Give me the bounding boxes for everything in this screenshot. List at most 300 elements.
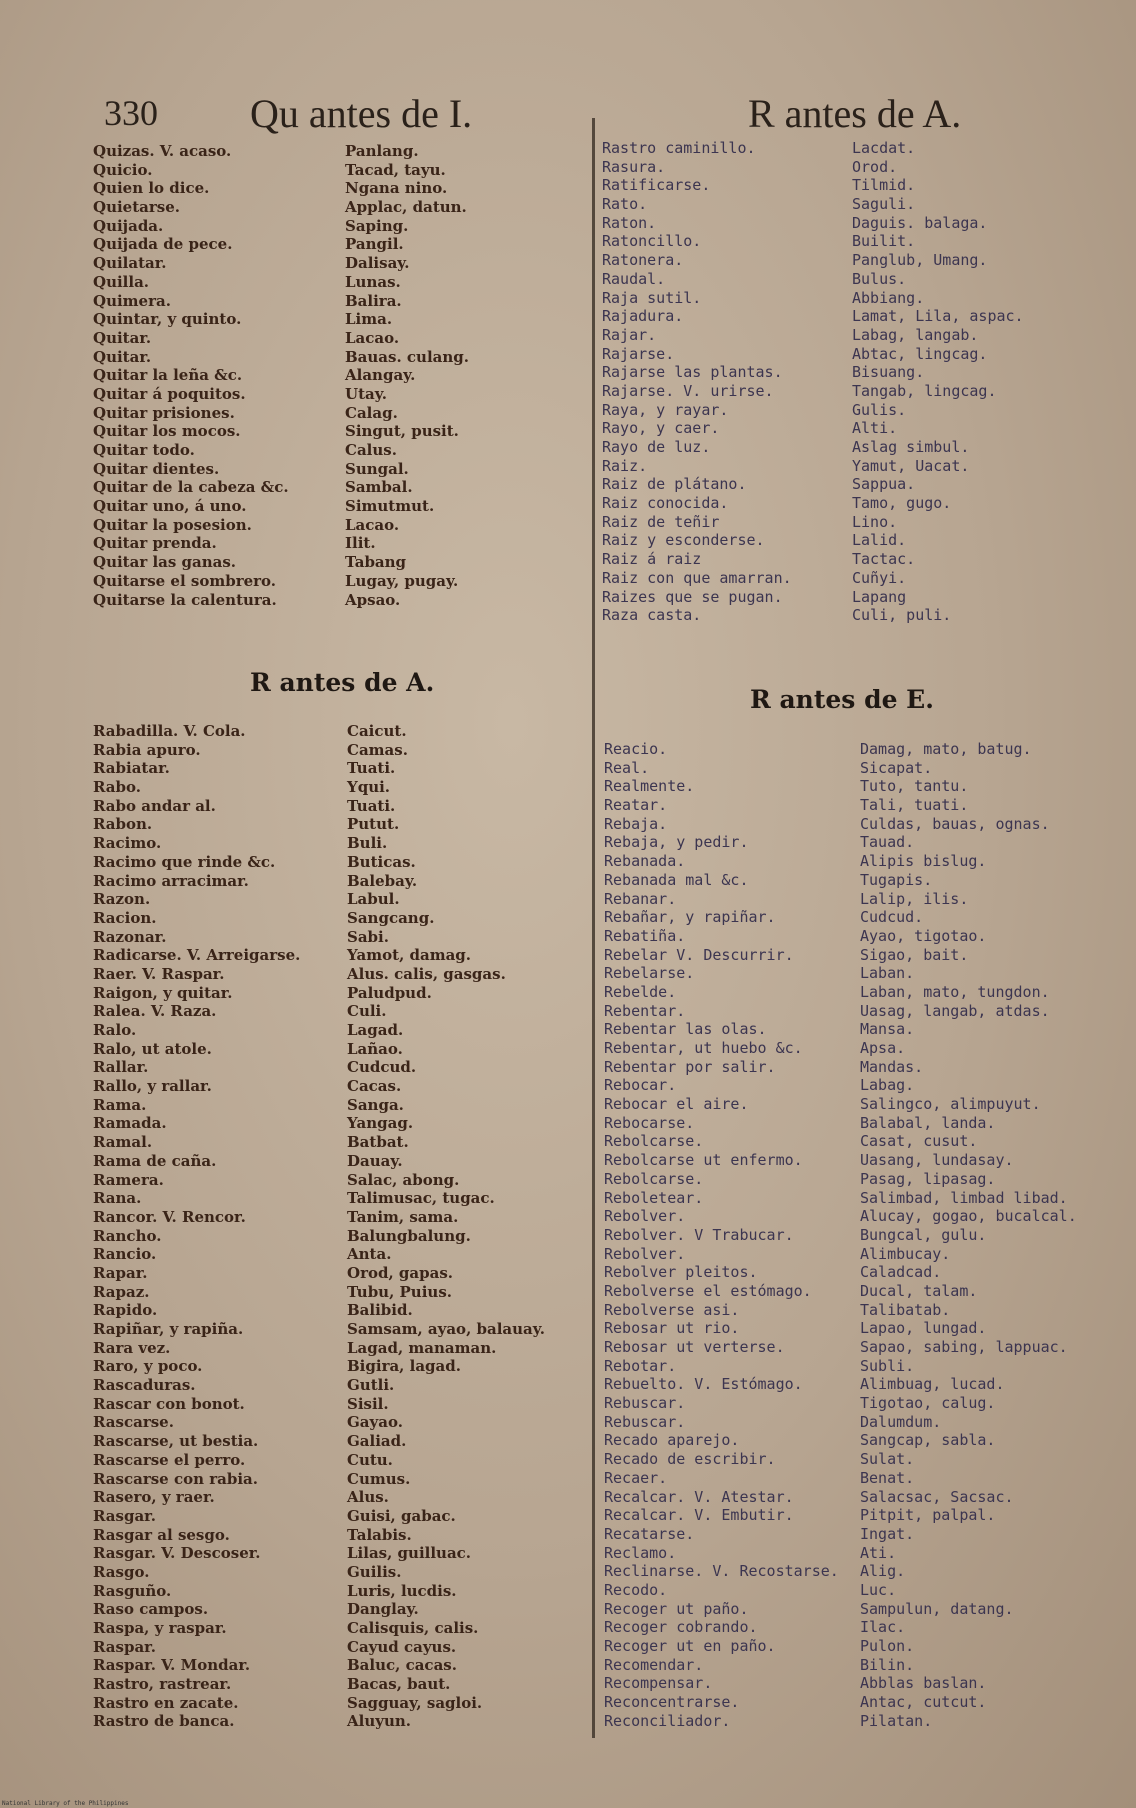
spanish-headword: Quijada. xyxy=(93,216,164,235)
translation: Salimbad, limbad libad. xyxy=(860,1188,1068,1207)
spanish-headword: Rallo, y rallar. xyxy=(93,1077,212,1096)
translation: Galiad. xyxy=(347,1432,407,1451)
dictionary-entry xyxy=(93,1488,583,1507)
translation: Balabal, landa. xyxy=(860,1113,996,1132)
translation: Tauad. xyxy=(860,833,915,852)
dictionary-entry xyxy=(93,572,573,591)
spanish-headword: Rabo. xyxy=(93,778,141,797)
translation: Caicut. xyxy=(347,722,407,740)
entries-r-antes-de-a-continued xyxy=(602,139,1122,625)
dictionary-entry xyxy=(604,1544,1129,1563)
spanish-headword: Rebuelto. V. Estómago. xyxy=(604,1375,803,1394)
spanish-headword: Rebolver pleitos. xyxy=(604,1263,758,1282)
translation: Salingco, alimpuyut. xyxy=(860,1095,1041,1114)
spanish-headword: Raso campos. xyxy=(93,1600,209,1619)
dictionary-entry xyxy=(93,1133,583,1152)
spanish-headword: Quitarse la calentura. xyxy=(93,590,277,609)
spanish-headword: Racion. xyxy=(93,908,157,927)
dictionary-entry xyxy=(604,1226,1129,1245)
translation: Pilatan. xyxy=(860,1711,933,1730)
spanish-headword: Rabadilla. V. Cola. xyxy=(93,722,246,740)
spanish-headword: Rapido. xyxy=(93,1301,158,1320)
dictionary-entry xyxy=(93,1470,583,1489)
translation: Anta. xyxy=(347,1245,392,1264)
dictionary-entry xyxy=(604,927,1129,946)
dictionary-entry xyxy=(93,273,573,292)
spanish-headword: Raspa, y raspar. xyxy=(93,1619,227,1637)
dictionary-entry xyxy=(93,1040,583,1059)
translation: Sicapat. xyxy=(860,758,933,777)
spanish-headword: Raiz á raiz xyxy=(602,550,702,569)
translation: Lacao. xyxy=(345,515,400,534)
running-header-left: Qu antes de I. xyxy=(250,91,473,136)
translation: Tanim, sama. xyxy=(347,1207,459,1226)
dictionary-entry xyxy=(604,1562,1129,1581)
translation: Balira. xyxy=(345,291,402,310)
dictionary-entry xyxy=(604,1637,1129,1656)
translation: Applac, datun. xyxy=(345,198,467,217)
dictionary-entry xyxy=(93,797,583,816)
spanish-headword: Rebanada. xyxy=(604,852,686,871)
spanish-headword: Raigon, y quitar. xyxy=(93,983,233,1002)
spanish-headword: Recalcar. V. Embutir. xyxy=(604,1506,794,1525)
dictionary-entry xyxy=(604,1039,1129,1058)
spanish-headword: Rebelde. xyxy=(604,982,677,1001)
translation: Lamat, Lila, aspac. xyxy=(852,307,1024,326)
translation: Saguli. xyxy=(852,195,916,214)
spanish-headword: Raspar. xyxy=(93,1637,156,1656)
translation: Tabang xyxy=(345,553,407,572)
spanish-headword: Rapiñar, y rapiña. xyxy=(93,1320,244,1338)
spanish-headword: Rascarse el perro. xyxy=(93,1450,246,1469)
spanish-headword: Recompensar. xyxy=(604,1674,713,1693)
translation: Sigao, bait. xyxy=(860,945,969,964)
spanish-headword: Rebocarse. xyxy=(604,1113,695,1132)
translation: Tigotao, calug. xyxy=(860,1394,996,1413)
spanish-headword: Quitar. xyxy=(93,347,152,366)
translation: Lalid. xyxy=(852,531,907,550)
dictionary-entry xyxy=(602,569,1122,588)
dictionary-entry xyxy=(602,401,1122,420)
dictionary-entry xyxy=(93,161,573,180)
spanish-headword: Rapaz. xyxy=(93,1282,150,1301)
translation: Tactac. xyxy=(852,550,916,569)
translation: Abblas baslan. xyxy=(860,1674,987,1693)
translation: Guisi, gabac. xyxy=(347,1506,456,1525)
spanish-headword: Rebolver. xyxy=(604,1244,686,1263)
spanish-headword: Quitar dientes. xyxy=(93,459,220,478)
translation: Calus. xyxy=(345,441,397,459)
dictionary-entry xyxy=(604,1245,1129,1264)
spanish-headword: Raiz con que amarran. xyxy=(602,568,792,587)
translation: Yamut, Uacat. xyxy=(852,456,970,475)
translation: Guilis. xyxy=(347,1562,402,1581)
translation: Lacao. xyxy=(345,328,400,347)
spanish-headword: Rebuscar. xyxy=(604,1412,686,1431)
dictionary-entry xyxy=(93,778,583,797)
spanish-headword: Rebañar, y rapiñar. xyxy=(604,908,776,927)
translation: Bisuang. xyxy=(852,363,925,382)
translation: Luc. xyxy=(860,1580,897,1599)
spanish-headword: Rebanada mal &c. xyxy=(604,870,749,889)
translation: Labag, langab. xyxy=(852,325,979,344)
translation: Ayao, tigotao. xyxy=(860,926,987,945)
spanish-headword: Quitar prisiones. xyxy=(93,403,235,422)
spanish-headword: Rajarse. V. urirse. xyxy=(602,381,774,400)
dictionary-entry xyxy=(604,983,1129,1002)
dictionary-entry xyxy=(93,460,573,479)
spanish-headword: Quietarse. xyxy=(93,198,180,217)
translation: Lapao, lungad. xyxy=(860,1319,987,1338)
dictionary-entry xyxy=(93,928,583,947)
spanish-headword: Rasgo. xyxy=(93,1562,150,1581)
dictionary-entry xyxy=(604,1189,1129,1208)
spanish-headword: Raiz y esconderse. xyxy=(602,531,765,550)
dictionary-entry xyxy=(93,1656,583,1675)
spanish-headword: Reclamo. xyxy=(604,1543,677,1562)
dictionary-entry xyxy=(93,441,573,460)
translation: Panglub, Umang. xyxy=(852,251,988,270)
dictionary-entry xyxy=(93,591,573,610)
dictionary-entry xyxy=(93,404,573,423)
dictionary-entry xyxy=(604,796,1129,815)
spanish-headword: Rajarse. xyxy=(602,344,675,363)
translation: Talabis. xyxy=(347,1525,412,1544)
dictionary-entry xyxy=(93,965,583,984)
translation: Tuati. xyxy=(347,759,396,778)
dictionary-entry xyxy=(604,759,1129,778)
dictionary-entry xyxy=(604,1076,1129,1095)
dictionary-entry xyxy=(604,964,1129,983)
spanish-headword: Raudal. xyxy=(602,269,666,288)
dictionary-entry xyxy=(93,385,573,404)
spanish-headword: Rancho. xyxy=(93,1226,162,1245)
spanish-headword: Rabia apuro. xyxy=(93,740,201,759)
dictionary-entry xyxy=(93,516,573,535)
spanish-headword: Raiz de teñir xyxy=(602,512,720,531)
translation: Lunas. xyxy=(345,272,401,291)
spanish-headword: Rebocar. xyxy=(604,1076,677,1095)
spanish-headword: Reconciliador. xyxy=(604,1711,731,1730)
spanish-headword: Quitar todo. xyxy=(93,441,195,459)
dictionary-entry xyxy=(604,777,1129,796)
dictionary-entry xyxy=(604,1170,1129,1189)
dictionary-entry xyxy=(93,553,573,572)
translation: Bacas, baut. xyxy=(347,1675,451,1694)
spanish-headword: Rebolver. xyxy=(604,1207,686,1226)
spanish-headword: Recomendar. xyxy=(604,1655,704,1674)
dictionary-entry xyxy=(93,1058,583,1077)
dictionary-entry xyxy=(93,254,573,273)
dictionary-entry xyxy=(604,852,1129,871)
dictionary-entry xyxy=(602,475,1122,494)
dictionary-entry xyxy=(602,158,1122,177)
translation: Buli. xyxy=(347,834,388,853)
dictionary-entry xyxy=(602,438,1122,457)
translation: Calag. xyxy=(345,403,398,422)
dictionary-entry xyxy=(93,1694,583,1713)
translation: Lapang xyxy=(852,587,907,606)
dictionary-entry xyxy=(602,232,1122,251)
spanish-headword: Rara vez. xyxy=(93,1338,171,1357)
translation: Balebay. xyxy=(347,871,418,890)
dictionary-entry xyxy=(604,1413,1129,1432)
spanish-headword: Ratoncillo. xyxy=(602,232,702,251)
dictionary-entry xyxy=(93,310,573,329)
spanish-headword: Ratonera. xyxy=(602,251,684,270)
spanish-headword: Rayo de luz. xyxy=(602,438,711,456)
translation: Bungcal, gulu. xyxy=(860,1225,987,1244)
spanish-headword: Ramada. xyxy=(93,1114,167,1133)
dictionary-entry xyxy=(93,497,573,516)
spanish-headword: Quitar los mocos. xyxy=(93,422,241,441)
translation: Cudcud. xyxy=(860,908,924,927)
dictionary-entry xyxy=(602,382,1122,401)
dictionary-entry xyxy=(93,366,573,385)
translation: Sagguay, sagloi. xyxy=(347,1693,483,1712)
translation: Balibid. xyxy=(347,1301,413,1320)
translation: Bauas. culang. xyxy=(345,347,469,366)
translation: Apsao. xyxy=(345,590,401,609)
dictionary-entry xyxy=(604,1656,1129,1675)
dictionary-entry xyxy=(602,606,1122,625)
spanish-headword: Rebolcarse. xyxy=(604,1132,704,1151)
translation: Sisil. xyxy=(347,1394,389,1413)
spanish-headword: Rebuscar. xyxy=(604,1394,686,1413)
spanish-headword: Razon. xyxy=(93,890,151,909)
spanish-headword: Rebocar el aire. xyxy=(604,1095,749,1114)
translation: Aluyun. xyxy=(347,1712,411,1731)
translation: Sapao, sabing, lappuac. xyxy=(860,1338,1068,1356)
spanish-headword: Rebentar. xyxy=(604,1001,686,1020)
dictionary-entry xyxy=(604,1058,1129,1077)
spanish-headword: Rastro caminillo. xyxy=(602,139,756,157)
translation: Pasag, lipasag. xyxy=(860,1169,996,1188)
dictionary-entry xyxy=(604,1469,1129,1488)
dictionary-entry xyxy=(93,1208,583,1227)
translation: Talibatab. xyxy=(860,1300,951,1319)
spanish-headword: Quien lo dice. xyxy=(93,179,210,198)
translation: Cayud cayus. xyxy=(347,1637,457,1656)
spanish-headword: Rajadura. xyxy=(602,307,684,326)
dictionary-entry xyxy=(604,1114,1129,1133)
translation: Yqui. xyxy=(347,778,391,797)
translation: Lino. xyxy=(852,512,898,531)
dictionary-entry xyxy=(604,1319,1129,1338)
entries-r-antes-de-a xyxy=(93,722,583,1731)
translation: Cudcud. xyxy=(347,1058,417,1077)
dictionary-entry xyxy=(602,289,1122,308)
dictionary-entry xyxy=(604,1095,1129,1114)
spanish-headword: Razonar. xyxy=(93,927,167,946)
dictionary-entry xyxy=(93,1619,583,1638)
dictionary-entry xyxy=(604,815,1129,834)
translation: Gutli. xyxy=(347,1376,395,1395)
translation: Aslag simbul. xyxy=(852,438,970,456)
spanish-headword: Recoger ut en paño. xyxy=(604,1637,776,1655)
spanish-headword: Rebolverse el estómago. xyxy=(604,1281,812,1300)
translation: Builit. xyxy=(852,232,916,251)
dictionary-entry xyxy=(602,531,1122,550)
dictionary-entry xyxy=(93,1264,583,1283)
spanish-headword: Rebolverse asi. xyxy=(604,1300,740,1319)
dictionary-entry xyxy=(604,1581,1129,1600)
translation: Mansa. xyxy=(860,1020,915,1039)
spanish-headword: Reconcentrarse. xyxy=(604,1693,740,1712)
translation: Tugapis. xyxy=(860,870,933,889)
dictionary-entry xyxy=(604,1431,1129,1450)
dictionary-entry xyxy=(602,550,1122,569)
spanish-headword: Rama. xyxy=(93,1095,147,1114)
spanish-headword: Quitar la posesion. xyxy=(93,515,252,534)
spanish-headword: Rebotar. xyxy=(604,1356,677,1375)
spanish-headword: Raro, y poco. xyxy=(93,1357,203,1376)
dictionary-entry xyxy=(602,513,1122,532)
translation: Saping. xyxy=(345,216,409,235)
translation: Daguis. balaga. xyxy=(852,213,988,232)
dictionary-entry xyxy=(602,195,1122,214)
dictionary-entry xyxy=(93,348,573,367)
dictionary-entry xyxy=(93,1227,583,1246)
spanish-headword: Rascarse con rabia. xyxy=(93,1469,258,1488)
dictionary-entry xyxy=(604,1488,1129,1507)
spanish-headword: Raton. xyxy=(602,213,657,232)
spanish-headword: Quitar. xyxy=(93,328,152,347)
spanish-headword: Quintar, y quinto. xyxy=(93,310,242,329)
dictionary-entry xyxy=(604,1207,1129,1226)
dictionary-entry xyxy=(93,815,583,834)
translation: Samsam, ayao, balauay. xyxy=(347,1320,545,1338)
spanish-headword: Quimera. xyxy=(93,291,171,310)
translation: Pangil. xyxy=(345,235,404,254)
translation: Alus. xyxy=(347,1488,389,1507)
translation: Sabi. xyxy=(347,927,389,946)
entries-r-antes-de-e xyxy=(604,740,1129,1730)
translation: Salac, abong. xyxy=(347,1170,460,1189)
dictionary-entry xyxy=(604,908,1129,927)
dictionary-entry xyxy=(604,1674,1129,1693)
column-divider xyxy=(592,118,595,1738)
dictionary-entry xyxy=(602,139,1122,158)
spanish-headword: Rana. xyxy=(93,1189,142,1208)
translation: Pitpit, palpal. xyxy=(860,1506,996,1525)
spanish-headword: Reclinarse. V. Recostarse. xyxy=(604,1562,839,1581)
spanish-headword: Rebanar. xyxy=(604,889,677,908)
spanish-headword: Ramal. xyxy=(93,1133,153,1152)
spanish-headword: Raiz conocida. xyxy=(602,494,729,513)
translation: Alig. xyxy=(860,1562,906,1581)
spanish-headword: Rabiatar. xyxy=(93,759,170,778)
dictionary-entry xyxy=(93,1395,583,1414)
dictionary-entry xyxy=(93,1675,583,1694)
translation: Dalumdum. xyxy=(860,1412,942,1431)
translation: Danglay. xyxy=(347,1600,419,1619)
translation: Ati. xyxy=(860,1543,897,1562)
spanish-headword: Quitar de la cabeza &c. xyxy=(93,478,289,497)
spanish-headword: Ramera. xyxy=(93,1170,164,1189)
spanish-headword: Rascar con bonot. xyxy=(93,1394,245,1413)
spanish-headword: Recatarse. xyxy=(604,1524,695,1543)
spanish-headword: Raizes que se pugan. xyxy=(602,587,783,606)
dictionary-entry xyxy=(604,1263,1129,1282)
spanish-headword: Rebaja, y pedir. xyxy=(604,833,749,852)
spanish-headword: Rasgar. V. Descoser. xyxy=(93,1544,261,1563)
translation: Caladcad. xyxy=(860,1263,942,1282)
dictionary-entry xyxy=(93,142,573,161)
translation: Cacas. xyxy=(347,1077,402,1096)
translation: Ingat. xyxy=(860,1524,915,1543)
translation: Lagad. xyxy=(347,1021,404,1039)
dictionary-entry xyxy=(604,1301,1129,1320)
dictionary-entry xyxy=(93,1413,583,1432)
dictionary-entry xyxy=(93,534,573,553)
translation: Labul. xyxy=(347,890,400,909)
translation: Sangcang. xyxy=(347,908,435,927)
translation: Buticas. xyxy=(347,852,416,871)
spanish-headword: Rallar. xyxy=(93,1058,149,1077)
dictionary-entry xyxy=(93,478,573,497)
spanish-headword: Recoger ut paño. xyxy=(604,1599,749,1618)
dictionary-entry xyxy=(604,1618,1129,1637)
translation: Cuñyi. xyxy=(852,568,907,587)
spanish-headword: Quilatar. xyxy=(93,254,167,273)
dictionary-entry xyxy=(604,890,1129,909)
translation: Culi, puli. xyxy=(852,606,952,625)
translation: Abbiang. xyxy=(852,288,925,307)
translation: Yangag. xyxy=(347,1114,414,1133)
dictionary-entry xyxy=(604,1151,1129,1170)
translation: Tamo, gugo. xyxy=(852,494,952,513)
dictionary-entry xyxy=(93,1283,583,1302)
spanish-headword: Rajarse las plantas. xyxy=(602,363,783,382)
spanish-headword: Raya, y rayar. xyxy=(602,400,729,419)
translation: Bulus. xyxy=(852,269,907,288)
spanish-headword: Quicio. xyxy=(93,160,153,179)
dictionary-entry xyxy=(604,833,1129,852)
translation: Panlang. xyxy=(345,142,419,160)
translation: Orod, gapas. xyxy=(347,1263,453,1282)
dictionary-entry xyxy=(93,292,573,311)
dictionary-entry xyxy=(93,909,583,928)
translation: Putut. xyxy=(347,815,400,834)
translation: Alti. xyxy=(852,419,898,438)
translation: Sangcap, sabla. xyxy=(860,1431,996,1450)
page-number: 330 xyxy=(104,93,158,133)
spanish-headword: Recalcar. V. Atestar. xyxy=(604,1487,794,1506)
spanish-headword: Rebelar V. Descurrir. xyxy=(604,945,794,964)
spanish-headword: Rascarse, ut bestia. xyxy=(93,1432,259,1451)
spanish-headword: Raiz de plátano. xyxy=(602,475,747,494)
spanish-headword: Recodo. xyxy=(604,1580,668,1599)
dictionary-entry xyxy=(602,214,1122,233)
translation: Tuto, tantu. xyxy=(860,777,969,796)
translation: Laban, mato, tungdon. xyxy=(860,982,1050,1001)
spanish-headword: Racimo arracimar. xyxy=(93,871,249,890)
translation: Culdas, bauas, ognas. xyxy=(860,814,1050,833)
spanish-headword: Rancio. xyxy=(93,1245,157,1264)
dictionary-entry xyxy=(602,588,1122,607)
spanish-headword: Real. xyxy=(604,758,650,777)
dictionary-entry xyxy=(93,1245,583,1264)
translation: Lagad, manaman. xyxy=(347,1338,497,1357)
dictionary-entry xyxy=(93,741,583,760)
dictionary-entry xyxy=(93,1712,583,1731)
dictionary-entry xyxy=(602,270,1122,289)
spanish-headword: Rastro, rastrear. xyxy=(93,1675,232,1694)
dictionary-entry xyxy=(93,1114,583,1133)
dictionary-entry xyxy=(93,1638,583,1657)
translation: Tangab, lingcag. xyxy=(852,381,997,400)
